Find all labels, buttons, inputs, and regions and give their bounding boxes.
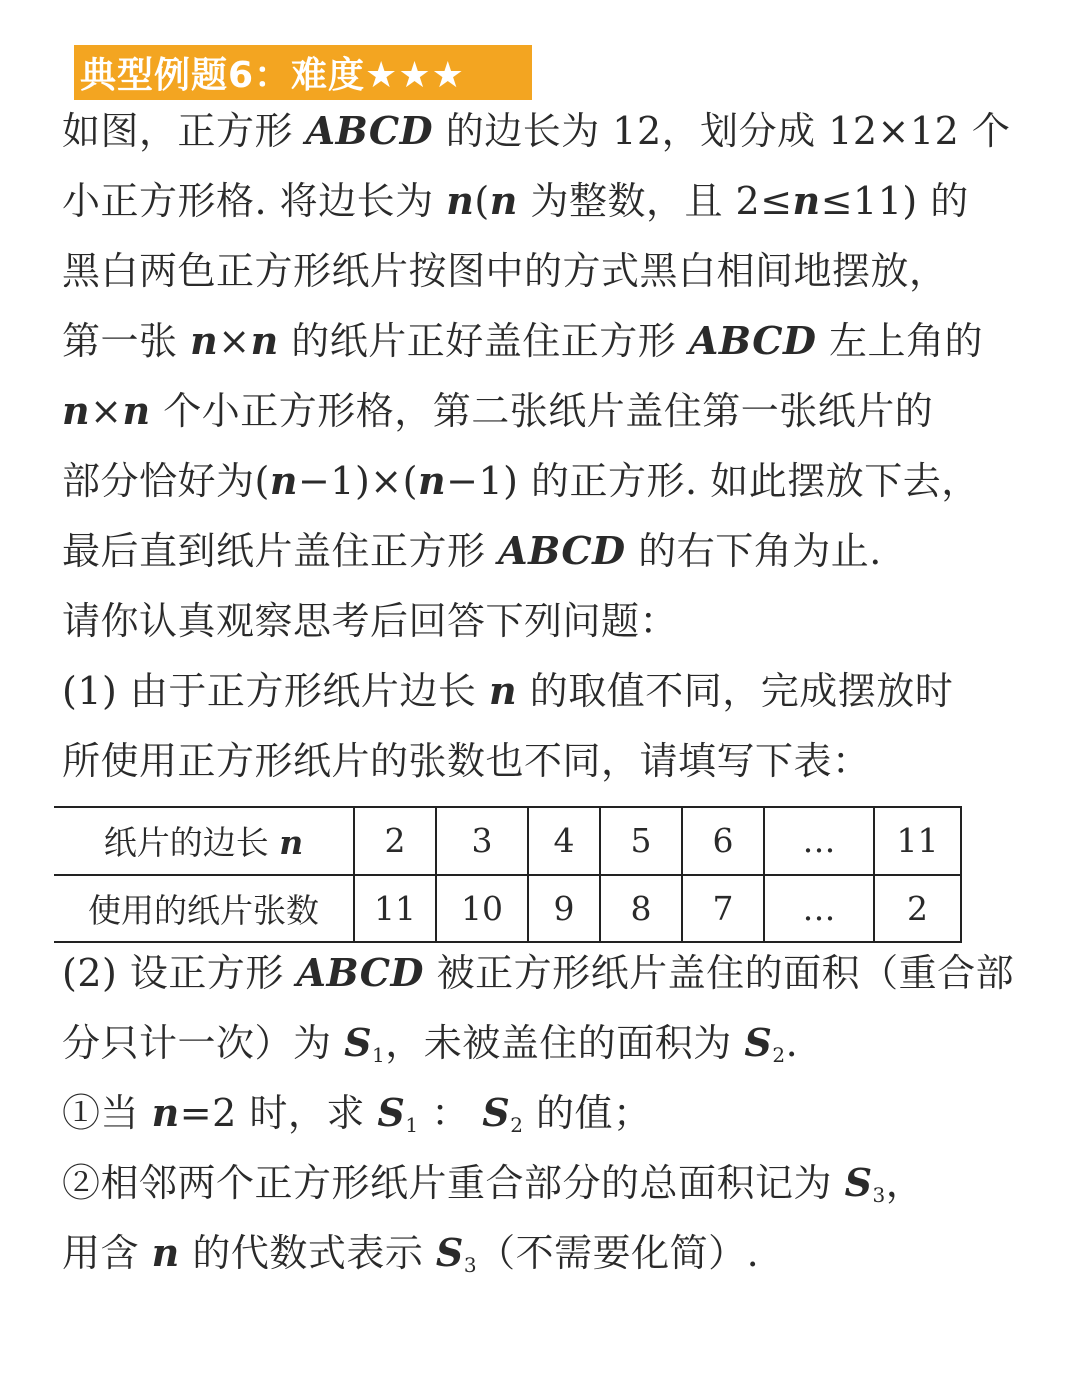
row-header-cell [54, 875, 354, 943]
math-subscript: 3 [872, 1183, 886, 1207]
text-run: 纸片的边长 [103, 823, 280, 863]
text-run: × [90, 389, 123, 433]
text-run: ≤11) 的 [820, 179, 969, 223]
text-run: 使用的纸片张数 [88, 890, 319, 930]
math-variable: n [122, 388, 151, 433]
text-line [62, 446, 1042, 516]
text-run: 的边长为 12，划分成 12×12 个 [433, 109, 1011, 153]
math-variable: S [844, 1160, 873, 1205]
math-variable: n [62, 388, 91, 433]
math-variable: S [377, 1090, 406, 1135]
math-variable: n [417, 458, 447, 503]
question-part-2 [62, 938, 1062, 1288]
table-cell: 2 [354, 807, 436, 875]
table-cell: 11 [874, 807, 961, 875]
text-run: ②相邻两个正方形纸片重合部分的总面积记为 [62, 1161, 845, 1205]
text-run: 个小正方形格，第二张纸片盖住第一张纸片的 [150, 389, 934, 433]
table-row [54, 807, 961, 875]
table-cell: 10 [436, 875, 528, 943]
text-run: 的代数式表示 [179, 1231, 436, 1275]
text-run: ①当 [62, 1091, 152, 1135]
math-variable: S [344, 1020, 373, 1065]
math-variable: ABCD [305, 108, 434, 153]
text-line [62, 306, 1042, 376]
text-run: 为整数，且 2≤ [517, 179, 793, 223]
text-run: ， [885, 1161, 925, 1205]
text-line [62, 376, 1042, 446]
text-line [62, 1078, 1062, 1148]
table-cell: … [764, 875, 874, 943]
table-cell: 3 [436, 807, 528, 875]
text-line [62, 166, 1042, 236]
table-cell: … [764, 807, 874, 875]
text-run: ，未被盖住的面积为 [385, 1021, 745, 1065]
text-run: （不需要化简）. [477, 1231, 760, 1275]
badge-text: 典型例题6：难度★★★ [80, 55, 465, 96]
table-cell: 7 [682, 875, 764, 943]
math-variable: ABCD [498, 528, 626, 573]
text-run: × [218, 319, 251, 363]
text-run: 部分恰好为( [62, 459, 270, 503]
text-run: −1)×( [297, 459, 418, 503]
math-variable: n [151, 1090, 180, 1135]
table-cell: 8 [600, 875, 682, 943]
text-run: 第一张 [62, 319, 191, 363]
math-subscript: 1 [372, 1043, 386, 1067]
math-variable: n [190, 318, 219, 363]
text-line [62, 96, 1042, 166]
math-variable: n [489, 668, 518, 713]
text-run: =2 时，求 [179, 1091, 378, 1135]
math-variable: n [151, 1230, 180, 1275]
text-run: 请你认真观察思考后回答下列问题： [62, 599, 679, 643]
math-variable: n [250, 318, 279, 363]
text-run: 的取值不同，完成摆放时 [517, 669, 954, 713]
text-run: 被正方形纸片盖住的面积（重合部 [424, 951, 1015, 995]
text-run: 用含 [62, 1231, 152, 1275]
text-run: ( [474, 179, 490, 223]
text-line [62, 656, 1042, 726]
math-subscript: 2 [772, 1043, 786, 1067]
text-run: 的值； [523, 1091, 652, 1135]
table-cell: 6 [682, 807, 764, 875]
text-run: . [785, 1021, 799, 1065]
table-row [54, 875, 961, 943]
text-line [62, 1148, 1062, 1218]
table-cell: 5 [600, 807, 682, 875]
table-cell: 11 [354, 875, 436, 943]
answer-table [54, 806, 962, 943]
math-variable: n [792, 178, 821, 223]
table-cell: 4 [528, 807, 600, 875]
text-run: −1) 的正方形. 如此摆放下去， [446, 459, 980, 503]
text-run: 小正方形格. 将边长为 [62, 179, 447, 223]
difficulty-badge [74, 45, 532, 100]
math-variable: ABCD [688, 318, 817, 363]
text-line [62, 1008, 1062, 1078]
table-cell: 2 [874, 875, 961, 943]
text-line [62, 726, 1042, 796]
math-subscript: 3 [463, 1253, 478, 1277]
text-run: 如图，正方形 [62, 109, 306, 153]
text-run: 的右下角为止. [625, 529, 882, 573]
table-cell: 9 [528, 875, 600, 943]
text-run: 黑白两色正方形纸片按图中的方式黑白相间地摆放， [62, 249, 948, 293]
math-variable: S [435, 1230, 464, 1275]
problem-statement [62, 96, 1042, 796]
math-subscript: 1 [405, 1113, 419, 1137]
text-line [62, 236, 1042, 306]
text-line [62, 1218, 1062, 1288]
text-run: 左上角的 [816, 319, 983, 363]
text-run: (2) 设正方形 [62, 951, 297, 995]
math-variable: S [482, 1090, 511, 1135]
math-variable: n [489, 178, 518, 223]
text-run: 分只计一次）为 [62, 1021, 345, 1065]
text-line [62, 586, 1042, 656]
text-run: (1) 由于正方形纸片边长 [62, 669, 489, 713]
text-line [62, 938, 1062, 1008]
row-header-cell [54, 807, 354, 875]
math-variable: n [446, 178, 475, 223]
text-run: 所使用正方形纸片的张数也不同，请填写下表： [62, 739, 871, 783]
text-run: ： [418, 1091, 483, 1135]
math-variable: n [269, 458, 298, 503]
text-run: 的纸片正好盖住正方形 [278, 319, 689, 363]
math-variable: n [279, 823, 304, 863]
math-subscript: 2 [510, 1113, 524, 1137]
math-variable: S [744, 1020, 773, 1065]
text-line [62, 516, 1042, 586]
math-variable: ABCD [296, 950, 425, 995]
text-run: 最后直到纸片盖住正方形 [62, 529, 499, 573]
